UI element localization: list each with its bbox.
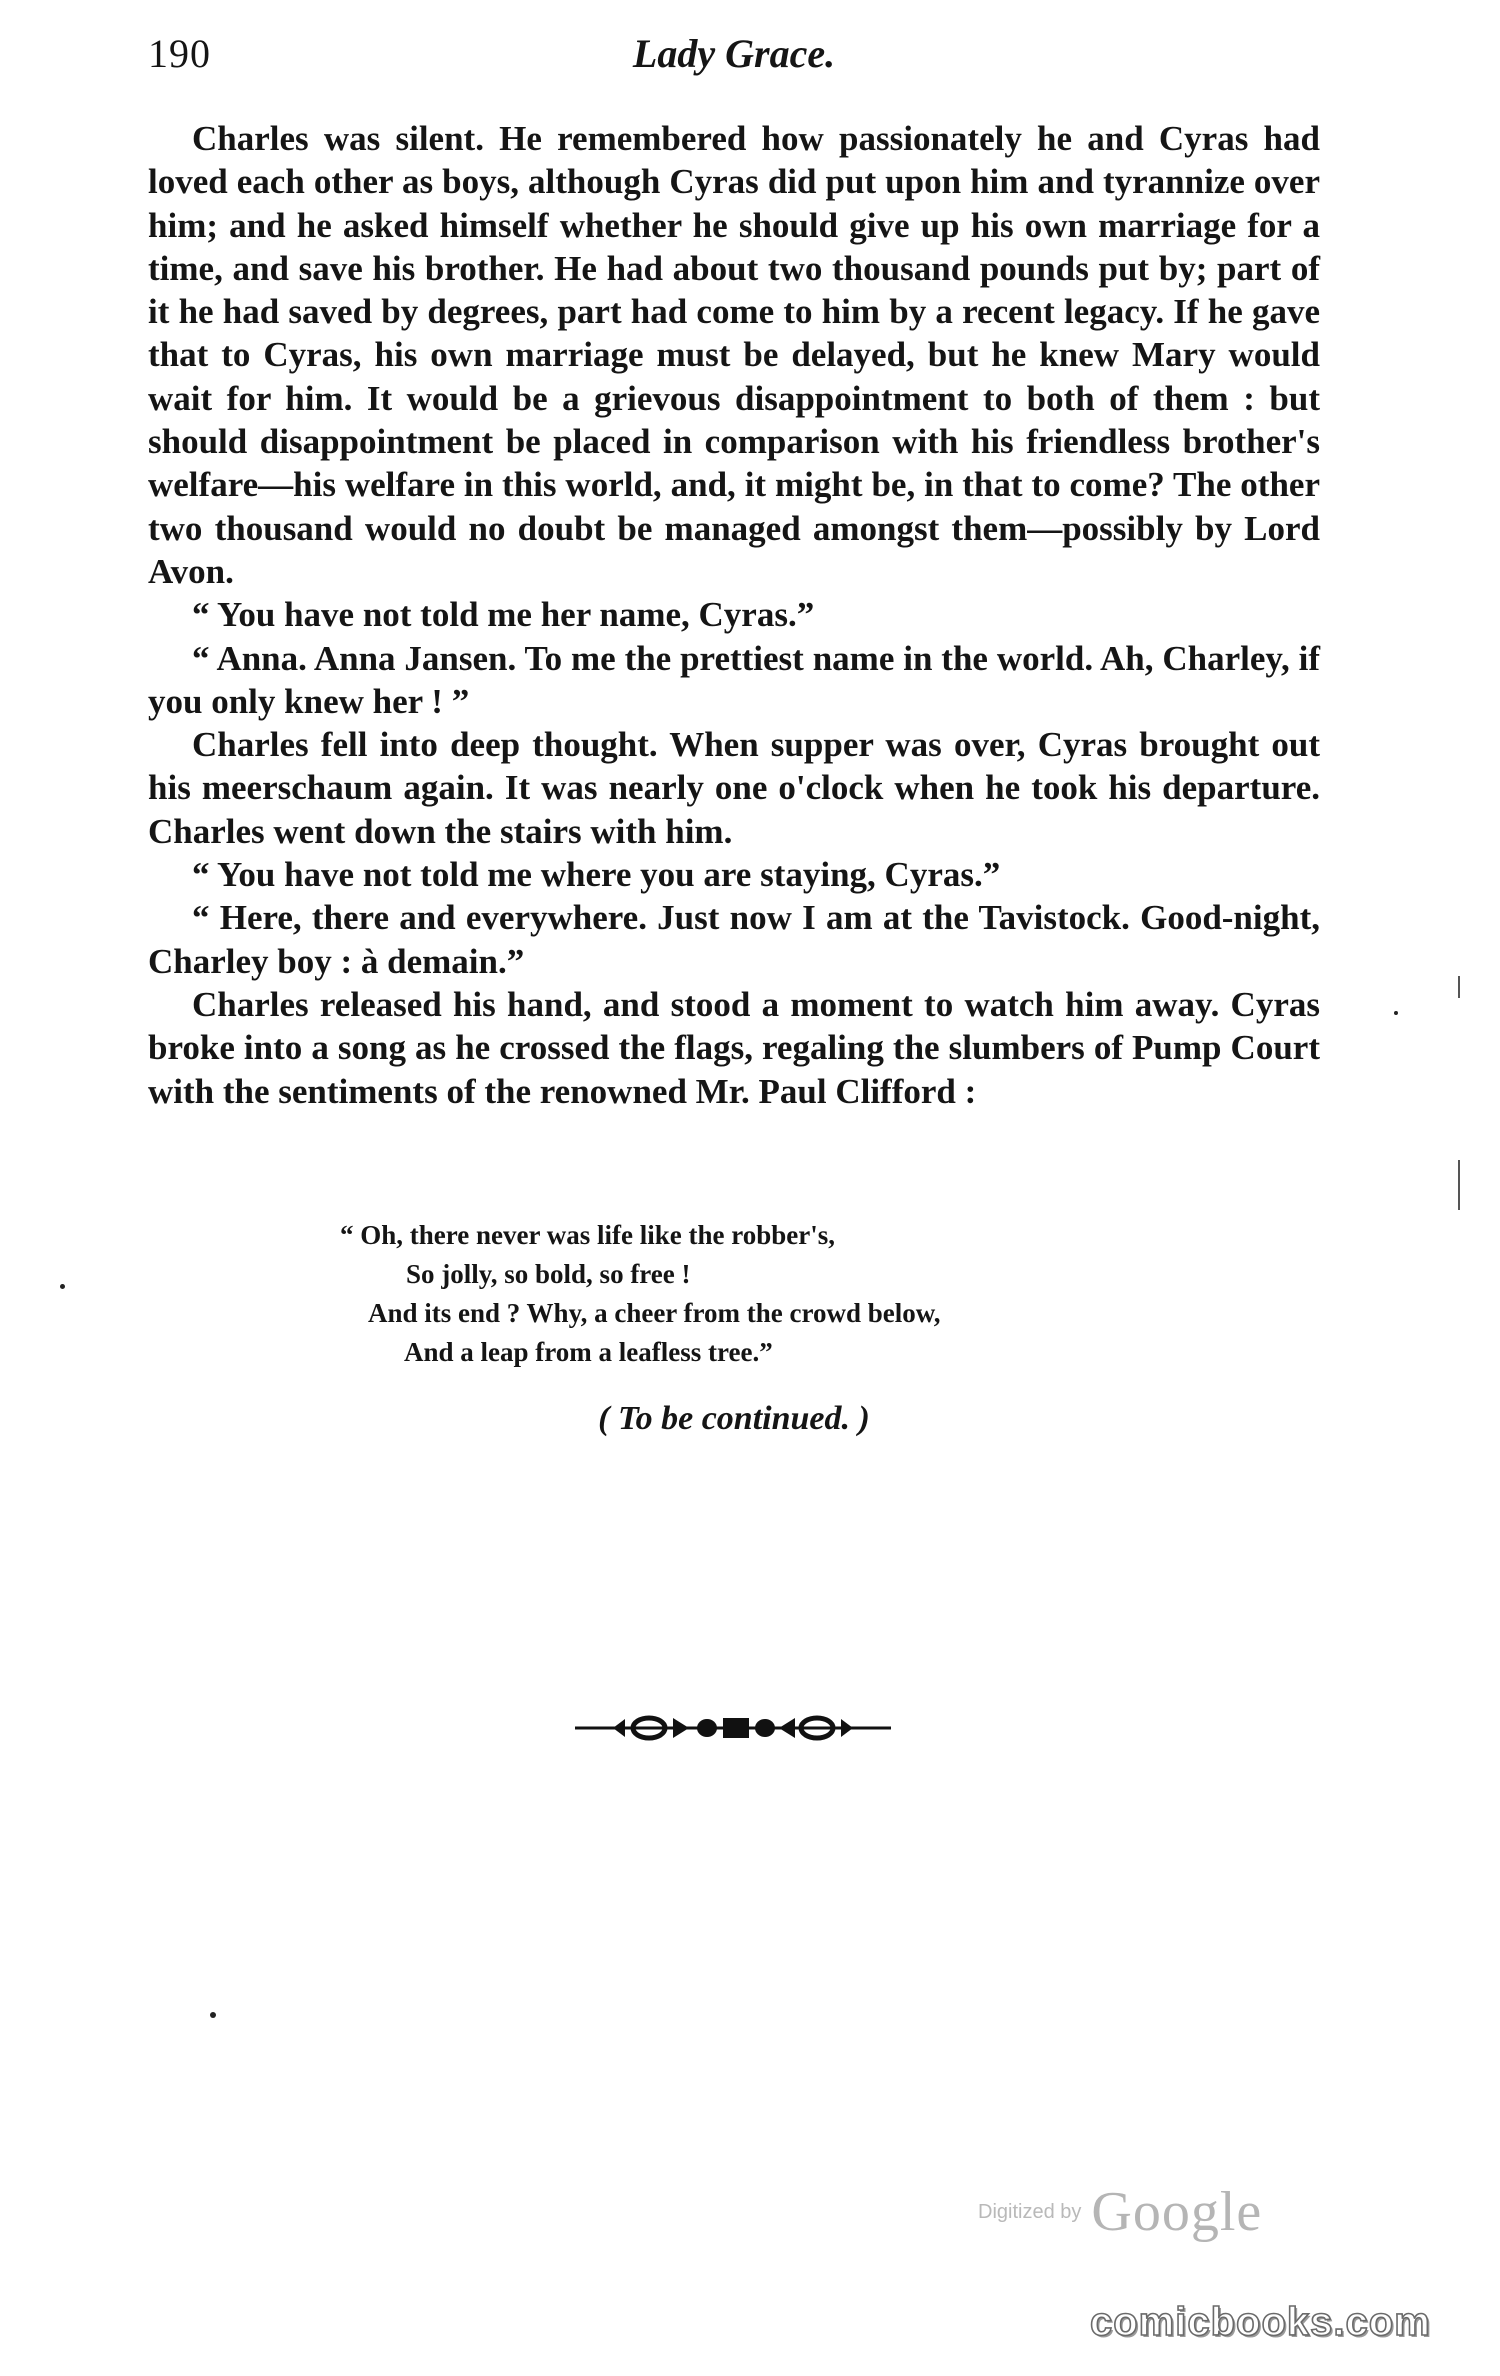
page-number: 190 — [148, 31, 211, 76]
site-watermark: comicbooks.com — [1090, 2300, 1431, 2344]
body-text — [148, 117, 1320, 1113]
paragraph: “ Anna. Anna Jansen. To me the prettiest name in the world. Ah, Charley, if you only knew her ! ” — [148, 638, 1320, 721]
paragraph: Charles released his hand, and stood a moment to watch him away. Cyras broke into a song as he crossed the flags, regaling the slumbers of Pump Court with the sentiments of the renowned Mr. Paul Clifford : — [148, 984, 1320, 1111]
verse-quote — [340, 1216, 1100, 1372]
digitized-label: Digitized by — [978, 2200, 1082, 2223]
running-title: Lady Grace. — [632, 31, 836, 76]
scan-edge-mark — [1458, 1160, 1460, 1210]
digitized-by-google-mark — [978, 2180, 1262, 2250]
verse-line: And its end ? Why, a cheer from the crowd below, — [368, 1298, 941, 1328]
paragraph: “ You have not told me where you are staying, Cyras.” — [192, 855, 1001, 895]
verse-line: “ Oh, there never was life like the robber's, — [340, 1220, 835, 1250]
scan-edge-mark — [1458, 976, 1460, 998]
paragraph: “ Here, there and everywhere. Just now I am at the Tavistock. Good-night, Charley boy : à demain.” — [148, 898, 1320, 981]
to-be-continued: ( To be continued. ) — [598, 1400, 870, 1437]
ornament-divider — [573, 1706, 893, 1746]
paragraph: Charles fell into deep thought. When supper was over, Cyras brought out his meerschaum again. It was nearly one o'clock when he took his departure. Charles went down the stairs with him. — [148, 725, 1320, 851]
scan-speck — [60, 1284, 65, 1289]
scan-speck — [1394, 1011, 1398, 1015]
page-header — [148, 30, 1320, 90]
verse-line: And a leap from a leafless tree.” — [404, 1337, 773, 1367]
scan-speck — [210, 2012, 216, 2018]
google-word: Google — [1091, 2181, 1263, 2243]
verse-line: So jolly, so bold, so free ! — [406, 1259, 691, 1289]
paragraph: “ You have not told me her name, Cyras.” — [192, 595, 815, 635]
paragraph: Charles was silent. He remembered how passionately he and Cyras had loved each other as boys, although Cyras did put upon him and tyrannize over him; and he asked himself whether he should give up his own marriage for a time, and save his brother. He had about two thousand pounds put by; part of it he had saved by degrees, part had come to him by a recent legacy. If he gave that to Cyras, his own marriage must be delayed, but he knew Mary would wait for him. It would be a grievous disappointment to both of them : but should disappointment be placed in comparison with his friendless brother's welfare—his welfare in this world, and, it might be, in that to come? The other two thousand would no doubt be managed amongst them—possibly by Lord Avon. — [148, 119, 1320, 591]
